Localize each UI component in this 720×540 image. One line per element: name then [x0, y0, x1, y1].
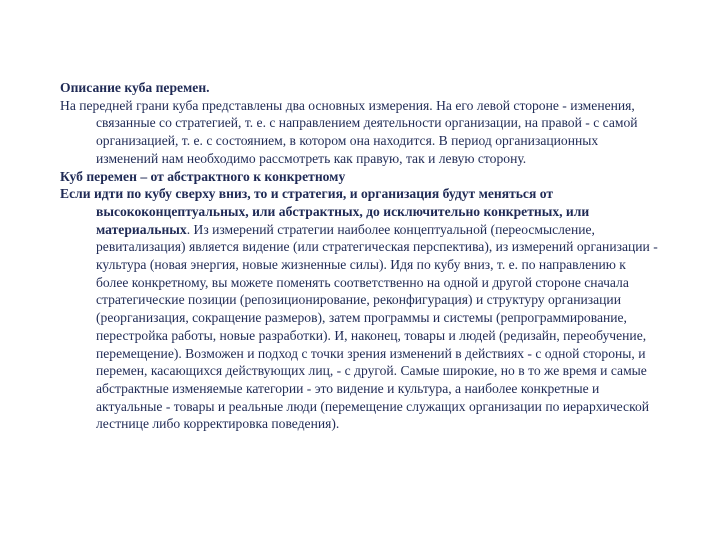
section-heading: Куб перемен – от абстрактного к конкретному: [60, 168, 346, 184]
slide-text-body: [60, 79, 660, 433]
paragraph-top-down-lead: Если идти по кубу сверху вниз, то и стратегия, и организация будут меняться от высококонцептуальных, или абстрактных, до исключительно конкретных, или материальных: [60, 186, 590, 237]
document-title: Описание куба перемен.: [60, 80, 210, 95]
paragraph-front-face: На передней грани куба представлены два основных измерения. На его левой стороне - изменения, связанные со стратегией, т. е. с направлением деятельности организации, на правой - с самой организацией, т. е. с состоянием, в котором она находится. В период организационных изменений нам необходимо рассмотреть как правую, так и левую сторону.: [60, 97, 638, 166]
paragraph-top-down-body: . Из измерений стратегии наиболее концептуальной (переосмысление, ревитализация) является видение (или стратегическая перспектива), из измерений организации - культура (новая энергия, новые жизненные силы). Идя по кубу вниз, т. е. по направлению к более конкретному, вы можете поменять соответственно на одной и другой стороне сначала стратегические позиции (репозиционирование, реконфигурация) и структуру организации (реорганизация, сокращение размеров), затем программы и системы (репрограммирование, перестройка работы, новые разработки). И, наконец, товары и людей (редизайн, переобучение, перемещение). Возможен и подход с точки зрения изменений в действиях - с одной стороны, и перемен, касающихся действующих лиц, - с другой. Самые широкие, но в то же время и самые абстрактные изменяемые категории - это видение и культура, а наиболее конкретные и актуальные - товары и реальные люди (перемещение служащих организации по иерархической лестнице либо корректировка поведения).: [96, 221, 658, 432]
paragraph-top-down: [60, 185, 660, 433]
